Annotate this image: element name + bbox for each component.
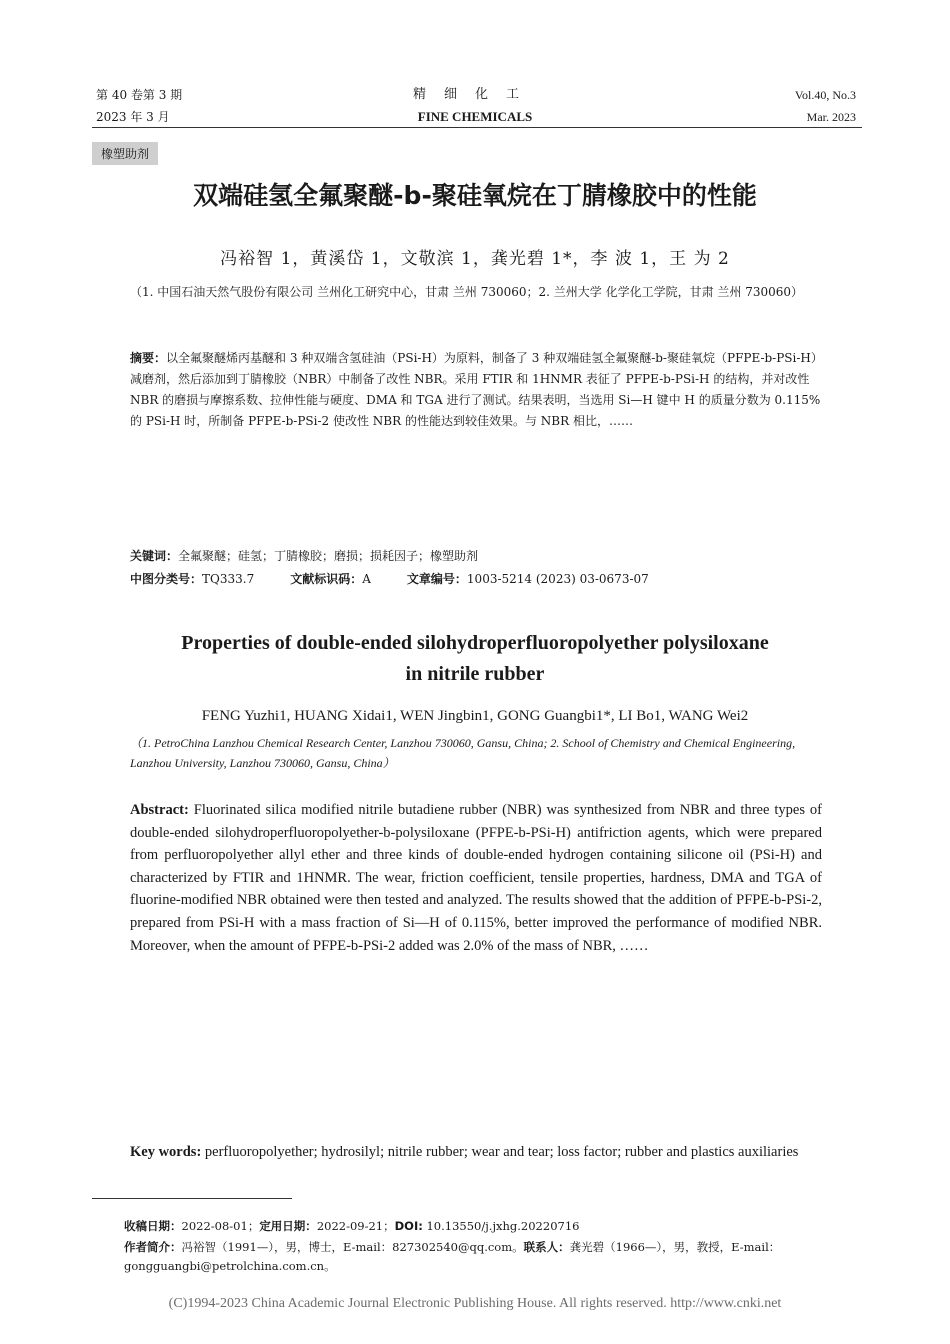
volume-cn: 第 40 卷第 3 期 <box>96 88 183 102</box>
journal-name-cn: 精细化工 <box>412 87 537 102</box>
keywords-cn-label: 关键词： <box>130 549 179 563</box>
affiliation-cn: （1. 中国石油天然气股份有限公司 兰州化工研究中心，甘肃 兰州 730060；2. 兰州大学 化学化工学院，甘肃 兰州 730060） <box>130 285 804 299</box>
received-label: 收稿日期： <box>124 1219 182 1233</box>
keywords-en <box>130 1141 822 1164</box>
authors-cn: 冯裕智 1，黄溪岱 1，文敬滨 1，龚光碧 1*，李 波 1，王 为 2 <box>220 249 730 269</box>
received-date: 2022-08-01 <box>181 1219 248 1233</box>
header-rule <box>92 127 862 128</box>
article-number-value: 1003-5214 (2023) 03-0673-07 <box>466 572 649 586</box>
date-cn: 2023 年 3 月 <box>96 110 170 124</box>
author-intro-label: 作者简介： <box>124 1240 182 1254</box>
doi-value: 10.13550/j.jxhg.20220716 <box>426 1219 580 1233</box>
abstract-cn-label: 摘要： <box>130 351 167 365</box>
title-en <box>0 628 950 690</box>
accepted-date: 2022-09-21 <box>316 1219 384 1233</box>
date-en: Mar. 2023 <box>806 110 856 124</box>
affiliation-en <box>130 733 822 773</box>
volume-en: Vol.40, No.3 <box>794 88 856 102</box>
affiliation-en-text: （1. PetroChina Lanzhou Chemical Research Center, Lanzhou 730060, Gansu, China; 2. School of Chemistry and Chemical Engineering, Lanzhou University, Lanzhou 730060, Gansu, China） <box>130 736 796 770</box>
footnote-dates: 收稿日期：2022-08-01；定用日期：2022-09-21；DOI: 10.13550/j.jxhg.20220716 <box>124 1219 580 1233</box>
author-intro-text: 冯裕智（1991—），男，博士，E-mail：827302540@qq.com。 <box>181 1240 524 1254</box>
title-en-line2: in nitrile rubber <box>405 663 545 685</box>
journal-name-en: FINE CHEMICALS <box>417 109 533 124</box>
header-right <box>795 84 856 128</box>
doc-code-value: A <box>362 572 371 586</box>
abstract-cn-text: 以全氟聚醚烯丙基醚和 3 种双端含氢硅油（PSi-H）为原料，制备了 3 种双端硅氢全氟聚醚-b-聚硅氧烷（PFPE-b-PSi-H）减磨剂，然后添加到丁腈橡胶（NBR）中制备了改性 NBR。采用 FTIR 和 1HNMR 表征了 PFPE-b-PSi-H 的结构，并对改性 NBR 的磨损与摩擦系数、拉伸性能与硬度、DMA 和 TGA 进行了测试。结果表明，当选用 Si—H 键中 H 的质量分数为 0.115%的 PSi-H 时，所制备 PFPE-b-PSi-2 使改性 NBR 的性能达到较佳效果。与 NBR 相比，…… <box>130 351 821 428</box>
footnote-authors <box>124 1238 860 1276</box>
abstract-en <box>130 799 822 957</box>
doi-label: DOI: <box>394 1219 423 1233</box>
doc-code-label: 文献标识码： <box>290 572 363 586</box>
contact-label: 联系人： <box>523 1240 570 1254</box>
footnote-rule <box>92 1198 292 1199</box>
section-tag: 橡塑助剂 <box>92 142 158 165</box>
clc-label: 中图分类号： <box>130 572 203 586</box>
keywords-cn-text: 全氟聚醚；硅氢；丁腈橡胶；磨损；损耗因子；橡塑助剂 <box>178 549 479 563</box>
authors-en: FENG Yuzhi1, HUANG Xidai1, WEN Jingbin1, GONG Guangbi1*, LI Bo1, WANG Wei2 <box>201 708 749 724</box>
copyright-line: (C)1994-2023 China Academic Journal Electronic Publishing House. All rights reserved. http://www.cnki.net <box>168 1296 782 1311</box>
keywords-cn <box>130 546 822 567</box>
article-number-label: 文章编号： <box>406 572 467 586</box>
abstract-en-text: Fluorinated silica modified nitrile butadiene rubber (NBR) was synthesized from NBR and three types of double-ended silohydroperfluoropolyether-b-polysiloxane (PFPE-b-PSi-H) antifriction agents, which were prepared from perfluoropolyether allyl ether and three kinds of double-ended hydrogen containing silicone oil (PSi-H) and characterized by FTIR and 1HNMR. The wear, friction coefficient, tensile properties, hardness, DMA and TGA of fluorine-modified NBR obtained were then tested and analyzed. The results showed that the addition of PFPE-b-PSi-2, prepared from PSi-H with a mass fraction of Si—H of 0.115%, better improved the performance of modified NBR. Moreover, when the amount of PFPE-b-PSi-2 added was 2.0% of the mass of NBR, …… <box>130 802 822 954</box>
keywords-en-text: perfluoropolyether; hydrosilyl; nitrile rubber; wear and tear; loss factor; rubber and plastics auxiliaries <box>204 1144 799 1160</box>
clc-value: TQ333.7 <box>202 572 255 586</box>
accepted-label: 定用日期： <box>259 1219 317 1233</box>
classification-cn <box>130 569 822 590</box>
title-en-line1: Properties of double-ended silohydroperfluoropolyether polysiloxane <box>181 632 769 654</box>
keywords-en-label: Key words: <box>130 1144 202 1160</box>
title-cn: 双端硅氢全氟聚醚-b-聚硅氧烷在丁腈橡胶中的性能 <box>193 181 757 210</box>
abstract-cn <box>130 348 822 432</box>
contact-text: 龚光碧（1966—），男，教授，E-mail：gongguangbi@petrolchina.com.cn。 <box>124 1240 781 1273</box>
abstract-en-label: Abstract: <box>130 802 189 818</box>
